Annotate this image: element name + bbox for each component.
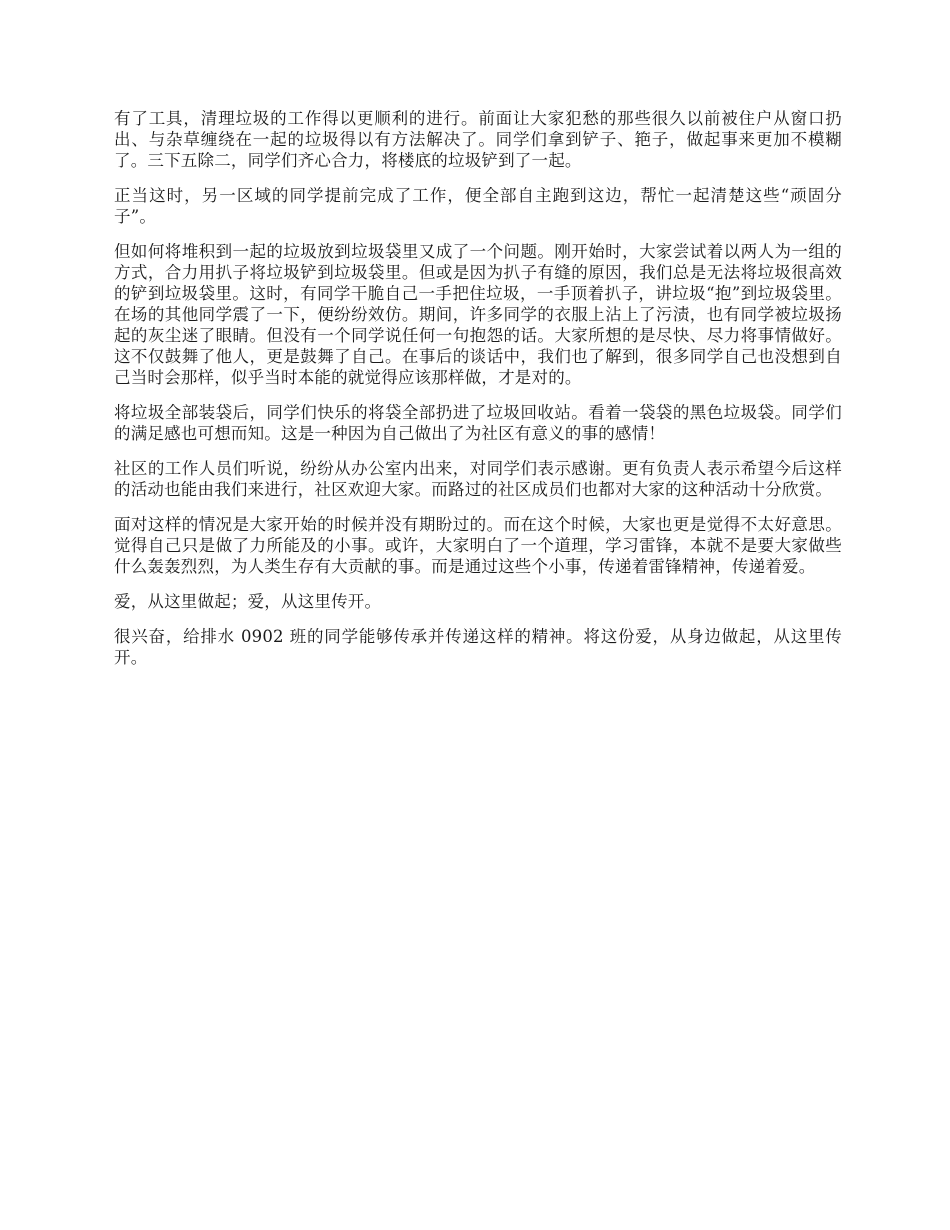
paragraph-2: 正当这时，另一区域的同学提前完成了工作，便全部自主跑到这边，帮忙一起清楚这些“顽固分子”。 [114, 186, 842, 226]
document-body [114, 108, 842, 682]
paragraph-4: 将垃圾全部装袋后，同学们快乐的将袋全部扔进了垃圾回收站。看着一袋袋的黑色垃圾袋。同学们的满足感也可想而知。这是一种因为自己做出了为社区有意义的事的感情！ [114, 403, 842, 443]
paragraph-6: 面对这样的情况是大家开始的时候并没有期盼过的。而在这个时候，大家也更是觉得不太好意思。觉得自己只是做了力所能及的小事。或许，大家明白了一个道理，学习雷锋，本就不是要大家做些什么轰轰烈烈，为人类生存有大贡献的事。而是通过这些个小事，传递着雷锋精神，传递着爱。 [114, 515, 842, 576]
paragraph-5: 社区的工作人员们听说，纷纷从办公室内出来，对同学们表示感谢。更有负责人表示希望今后这样的活动也能由我们来进行，社区欢迎大家。而路过的社区成员们也都对大家的这种活动十分欣赏。 [114, 459, 842, 499]
paragraph-8: 很兴奋，给排水 0902 班的同学能够传承并传递这样的精神。将这份爱，从身边做起，从这里传开。 [114, 627, 842, 667]
paragraph-7: 爱，从这里做起；爱，从这里传开。 [114, 592, 382, 611]
paragraph-3: 但如何将堆积到一起的垃圾放到垃圾袋里又成了一个问题。刚开始时，大家尝试着以两人为一组的方式，合力用扒子将垃圾铲到垃圾袋里。但或是因为扒子有缝的原因，我们总是无法将垃圾很高效的铲到垃圾袋里。这时，有同学干脆自己一手把住垃圾，一手顶着扒子，讲垃圾“抱”到垃圾袋里。在场的其他同学震了一下，便纷纷效仿。期间，许多同学的衣服上沾上了污渍，也有同学被垃圾扬起的灰尘迷了眼睛。但没有一个同学说任何一句抱怨的话。大家所想的是尽快、尽力将事情做好。这不仅鼓舞了他人，更是鼓舞了自己。在事后的谈话中，我们也了解到，很多同学自己也没想到自己当时会那样，似乎当时本能的就觉得应该那样做，才是对的。 [114, 242, 842, 387]
paragraph-1: 有了工具，清理垃圾的工作得以更顺利的进行。前面让大家犯愁的那些很久以前被住户从窗口扔出、与杂草缠绕在一起的垃圾得以有方法解决了。同学们拿到铲子、筢子，做起事来更加不模糊了。三下五除二，同学们齐心合力，将楼底的垃圾铲到了一起。 [114, 109, 842, 170]
